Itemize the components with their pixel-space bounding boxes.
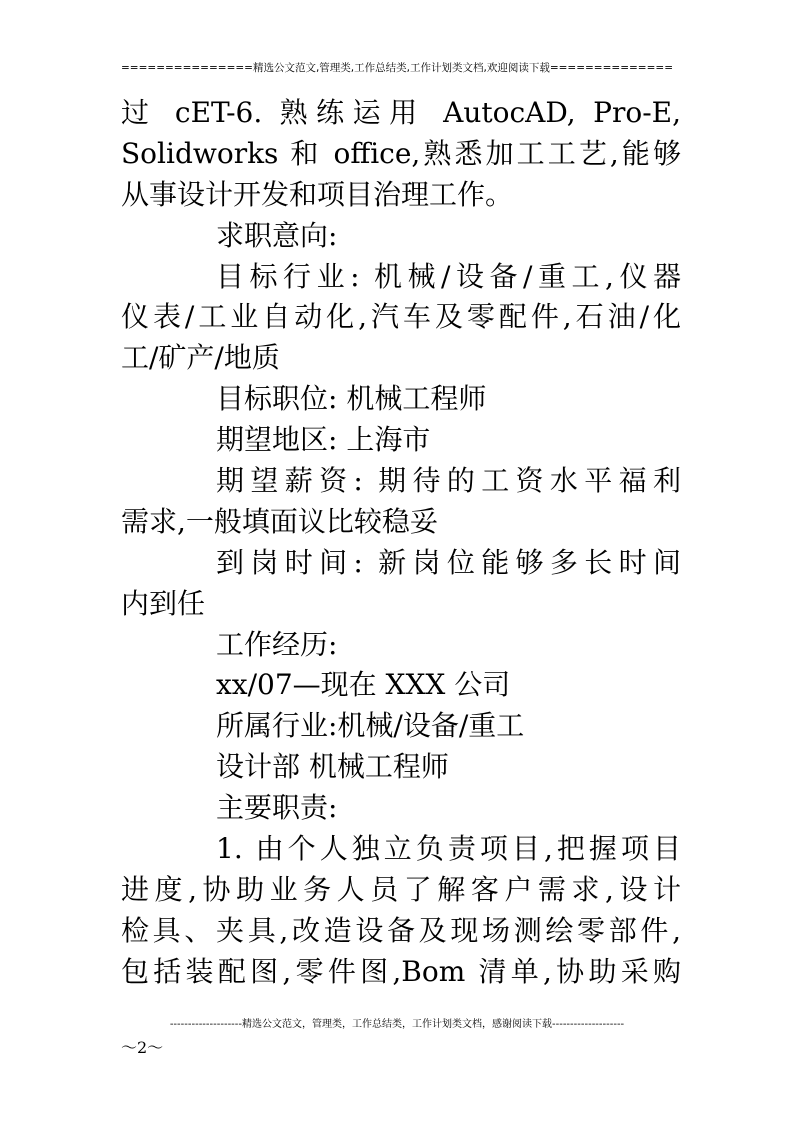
body-line: 目标职位: 机械工程师 [216,382,487,416]
page-header: ===============精选公文范文,管理类,工作总结类,工作计划类文档,欢迎阅读下载============== [121,62,673,74]
body-line: 内到任 [121,586,206,620]
body-text [121,93,681,993]
body-line: 从事设计开发和项目治理工作。 [121,177,514,211]
body-line: 目标行业: 机械/设备/重工,仪器 [216,259,681,293]
page-number: ～2～ [121,1038,164,1057]
body-line: 工作经历: [216,627,338,661]
body-line: 主要职责: [216,791,338,825]
body-line: 期望地区: 上海市 [216,423,431,457]
body-line: 进度,协助业务人员了解客户需求,设计 [121,872,681,906]
body-line: 设计部 机械工程师 [216,750,449,784]
body-line: 需求,一般填面议比较稳妥 [121,504,438,538]
body-line: 期望薪资: 期待的工资水平福利 [216,464,681,498]
body-line: 包括装配图,零件图,Bom 清单,协助采购 [121,954,681,988]
body-line: xx/07—现在 XXX 公司 [216,668,511,702]
body-line: 到岗时间: 新岗位能够多长时间 [216,545,681,579]
body-line: 工/矿产/地质 [121,341,280,375]
body-line: 过 cET-6. 熟练运用 AutocAD, Pro-E, [121,96,681,129]
body-line: 仪表/工业自动化,汽车及零配件,石油/化 [121,300,681,334]
body-line: 检具、夹具,改造设备及现场测绘零部件, [121,913,681,947]
body-line: 所属行业:机械/设备/重工 [216,709,525,743]
body-line: Solidworks 和 office,熟悉加工工艺,能够 [121,136,681,170]
body-line: 1. 由个人独立负责项目,把握项目 [216,832,681,866]
page-footer: --------------------精选公文范文，管理类，工作总结类，工作计划类文档，感谢阅读下载-------------------- [169,1019,625,1030]
body-line: 求职意向: [216,218,338,252]
